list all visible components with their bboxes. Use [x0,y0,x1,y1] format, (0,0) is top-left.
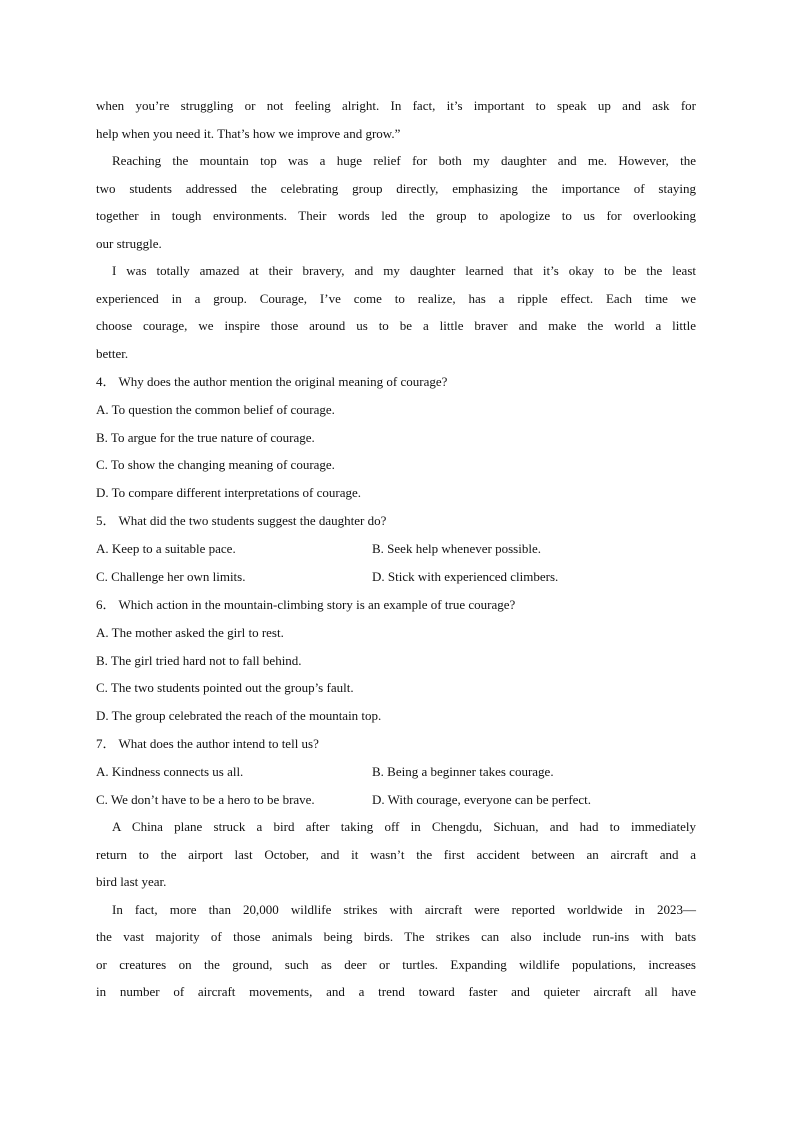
passage-c-quote-end [96,92,696,147]
text-line: two students addressed the celebrating group directly, emphasizing the importance of staying [96,180,696,196]
paragraph-reaching-top [96,147,696,257]
question-stem: 5． What did the two students suggest the daughter do? [96,513,387,528]
answer-option-b: B. Seek help whenever possible. [372,541,541,556]
text-line: or creatures on the ground, such as deer or turtles. Expanding wildlife populations, increases [96,956,696,972]
text-line: bird last year. [96,874,167,889]
answer-option-a: A. To question the common belief of courage. [96,402,335,417]
text-line: Reaching the mountain top was a huge relief for both my daughter and me. However, the [112,153,696,168]
question-stem: 4． Why does the author mention the original meaning of courage? [96,374,448,389]
answer-option-d: D. With courage, everyone can be perfect. [372,791,592,807]
answer-option-c: C. Challenge her own limits. [96,568,246,584]
text-line: In fact, more than 20,000 wildlife strikes with aircraft were reported worldwide in 2023— [112,901,696,917]
text-line: experienced in a group. Courage, I’ve come to realize, has a ripple effect. Each time we [96,290,696,306]
text-line: in number of aircraft movements, and a trend toward faster and quieter aircraft all have [96,984,696,999]
question-7 [96,729,696,813]
answer-option-a: A. The mother asked the girl to rest. [96,625,284,640]
text-line: return to the airport last October, and it wasn’t the first accident between an aircraft and a [96,846,696,862]
text-line: our struggle. [96,235,162,251]
answer-option-b: B. The girl tried hard not to fall behind. [96,652,302,668]
option-row [96,786,696,814]
answer-option-a: A. Keep to a suitable pace. [96,541,236,556]
document-page [96,92,696,1006]
text-line: I was totally amazed at their bravery, and my daughter learned that it’s okay to be the least [112,263,696,278]
answer-option-d: D. Stick with experienced climbers. [372,568,559,584]
option-row [96,758,696,786]
answer-option-c: C. We don’t have to be a hero to be brave. [96,791,315,807]
text-line: choose courage, we inspire those around us to be a little braver and make the world a little [96,318,696,333]
text-line: help when you need it. That’s how we improve and grow.” [96,125,401,141]
text-line: the vast majority of those animals being birds. The strikes can also include run-ins with bats [96,929,696,944]
answer-option-c: C. To show the changing meaning of courage. [96,457,335,472]
answer-option-c: C. The two students pointed out the group’s fault. [96,680,354,695]
question-5 [96,506,696,590]
option-row [96,535,696,563]
answer-option-d: D. To compare different interpretations of courage. [96,484,362,500]
question-4 [96,367,696,506]
paragraph-amazed [96,257,696,367]
answer-option-d: D. The group celebrated the reach of the mountain top. [96,707,382,723]
answer-option-b: B. To argue for the true nature of courage. [96,429,315,445]
question-6 [96,590,696,729]
text-line: better. [96,345,129,361]
question-stem: 7． What does the author intend to tell us? [96,736,319,751]
answer-option-b: B. Being a beginner takes courage. [372,764,554,779]
passage-d-paragraph-1 [96,813,696,896]
text-line: A China plane struck a bird after taking off in Chengdu, Sichuan, and had to immediately [112,819,696,834]
text-line: together in tough environments. Their words led the group to apologize to us for overlooking [96,208,696,223]
option-row [96,563,696,591]
text-line: when you’re struggling or not feeling alright. In fact, it’s important to speak up and ask for [96,98,696,113]
answer-option-a: A. Kindness connects us all. [96,764,244,779]
question-stem: 6． Which action in the mountain-climbing story is an example of true courage? [96,597,516,612]
passage-d-paragraph-2 [96,896,696,1006]
